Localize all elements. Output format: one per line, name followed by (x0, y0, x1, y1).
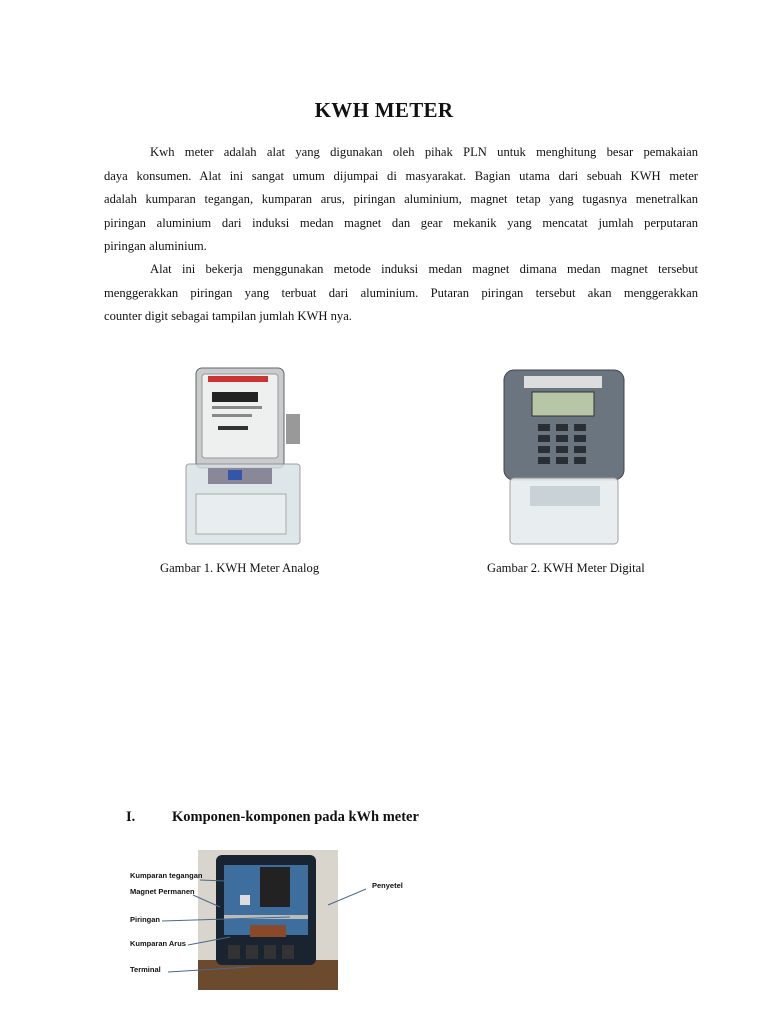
label-magnet-permanen: Magnet Permanen (130, 887, 195, 896)
text-line: menggerakkan piringan yang terbuat dari aluminium. Putaran piringan tersebut akan menggerakkan (104, 285, 698, 300)
label-kumparan-arus: Kumparan Arus (130, 939, 186, 948)
analog-kwh-meter-image (178, 364, 308, 554)
label-piringan: Piringan (130, 915, 161, 924)
label-terminal: Terminal (130, 965, 161, 974)
section-number: I. (126, 809, 136, 825)
kwh-components-diagram (120, 845, 420, 990)
text-line: Kwh meter adalah alat yang digunakan oleh pihak PLN untuk menghitung besar pemakaian (150, 145, 698, 159)
label-penyetel: Penyetel (372, 881, 403, 890)
text-line: adalah kumparan tegangan, kumparan arus, piringan aluminium, magnet tetap yang tugasnya menetralkan (104, 192, 698, 206)
paragraph-2 (104, 258, 698, 329)
figure-2-caption: Gambar 2. KWH Meter Digital (487, 561, 645, 575)
digital-kwh-meter-image (500, 368, 628, 548)
figure-1-caption: Gambar 1. KWH Meter Analog (160, 561, 320, 575)
section-title: Komponen-komponen pada kWh meter (172, 809, 419, 825)
document-title: KWH METER (314, 98, 454, 122)
kwh-meter-internal-photo (120, 845, 420, 990)
text-line: daya konsumen. Alat ini sangat umum dijumpai di masyarakat. Bagian utama dari sebuah KWH meter (104, 168, 698, 183)
label-kumparan-tegangan: Kumparan tegangan (130, 871, 203, 880)
text-line: piringan aluminium. (104, 239, 207, 253)
text-line: Alat ini bekerja menggunakan metode induksi medan magnet dimana medan magnet tersebut (150, 262, 698, 276)
paragraph-1 (104, 141, 698, 259)
section-heading (126, 809, 419, 826)
text-line: piringan aluminium dari induksi medan magnet dan gear mekanik yang mencatat jumlah perputaran (104, 215, 698, 230)
text-line: counter digit sebagai tampilan jumlah KWH nya. (104, 309, 352, 323)
